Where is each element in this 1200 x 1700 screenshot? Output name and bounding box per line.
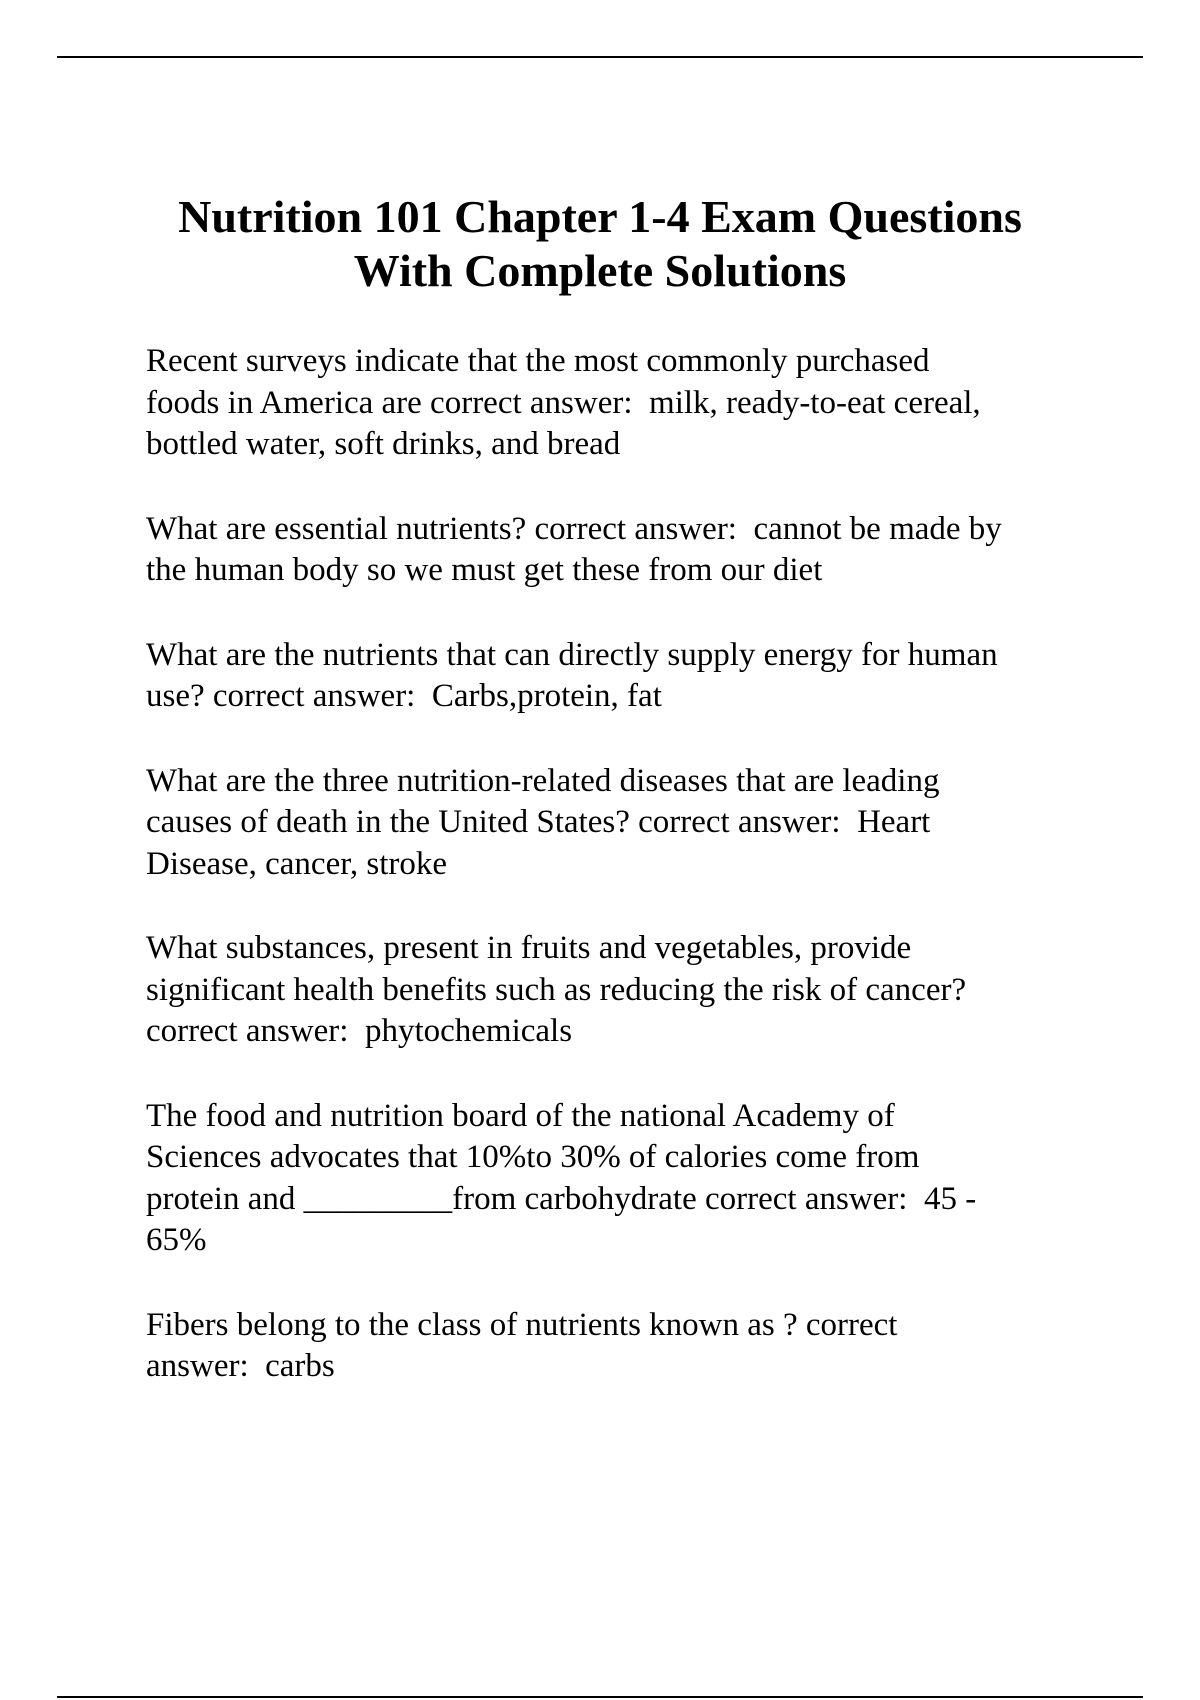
- qa-list: [146, 341, 1106, 1431]
- qa-line: The food and nutrition board of the national Academy of: [146, 1097, 895, 1134]
- qa-line: significant health benefits such as reducing the risk of cancer?: [146, 971, 967, 1008]
- qa-line: Sciences advocates that 10%to 30% of calories come from: [146, 1139, 920, 1175]
- qa-line: What are the nutrients that can directly supply energy for human: [146, 636, 998, 673]
- qa-item-2: [146, 509, 1106, 592]
- qa-line: 65%: [146, 1222, 207, 1258]
- qa-item-5: [146, 928, 1106, 1053]
- qa-item-4: [146, 761, 1106, 886]
- qa-line: bottled water, soft drinks, and bread: [146, 426, 621, 462]
- qa-line: What are essential nutrients? correct answer: cannot be made by: [146, 510, 1002, 547]
- qa-item-6: [146, 1096, 1106, 1262]
- bottom-divider: [57, 1696, 1143, 1698]
- title-line: With Complete Solutions: [353, 245, 847, 296]
- qa-line: What substances, present in fruits and vegetables, provide: [146, 930, 912, 966]
- qa-line: Recent surveys indicate that the most commonly purchased: [146, 343, 930, 379]
- qa-line: Fibers belong to the class of nutrients known as ? correct: [146, 1306, 898, 1343]
- qa-line: the human body so we must get these from our diet: [146, 552, 823, 588]
- qa-item-3: [146, 635, 1106, 718]
- qa-item-7: [146, 1305, 1106, 1388]
- qa-line: causes of death in the United States? correct answer: Heart: [146, 804, 931, 840]
- qa-line: foods in America are correct answer: milk, ready-to-eat cereal,: [146, 384, 981, 421]
- qa-line: answer: carbs: [146, 1348, 335, 1384]
- document-title: [100, 190, 1100, 298]
- qa-line: protein and _________from carbohydrate correct answer: 45 -: [146, 1180, 977, 1217]
- qa-line: use? correct answer: Carbs,protein, fat: [146, 678, 662, 714]
- qa-line: What are the three nutrition-related diseases that are leading: [146, 762, 940, 799]
- qa-line: Disease, cancer, stroke: [146, 845, 448, 882]
- qa-item-1: [146, 341, 1106, 466]
- title-line: Nutrition 101 Chapter 1-4 Exam Questions: [178, 191, 1022, 242]
- top-divider: [57, 56, 1143, 58]
- qa-line: correct answer: phytochemicals: [146, 1013, 573, 1049]
